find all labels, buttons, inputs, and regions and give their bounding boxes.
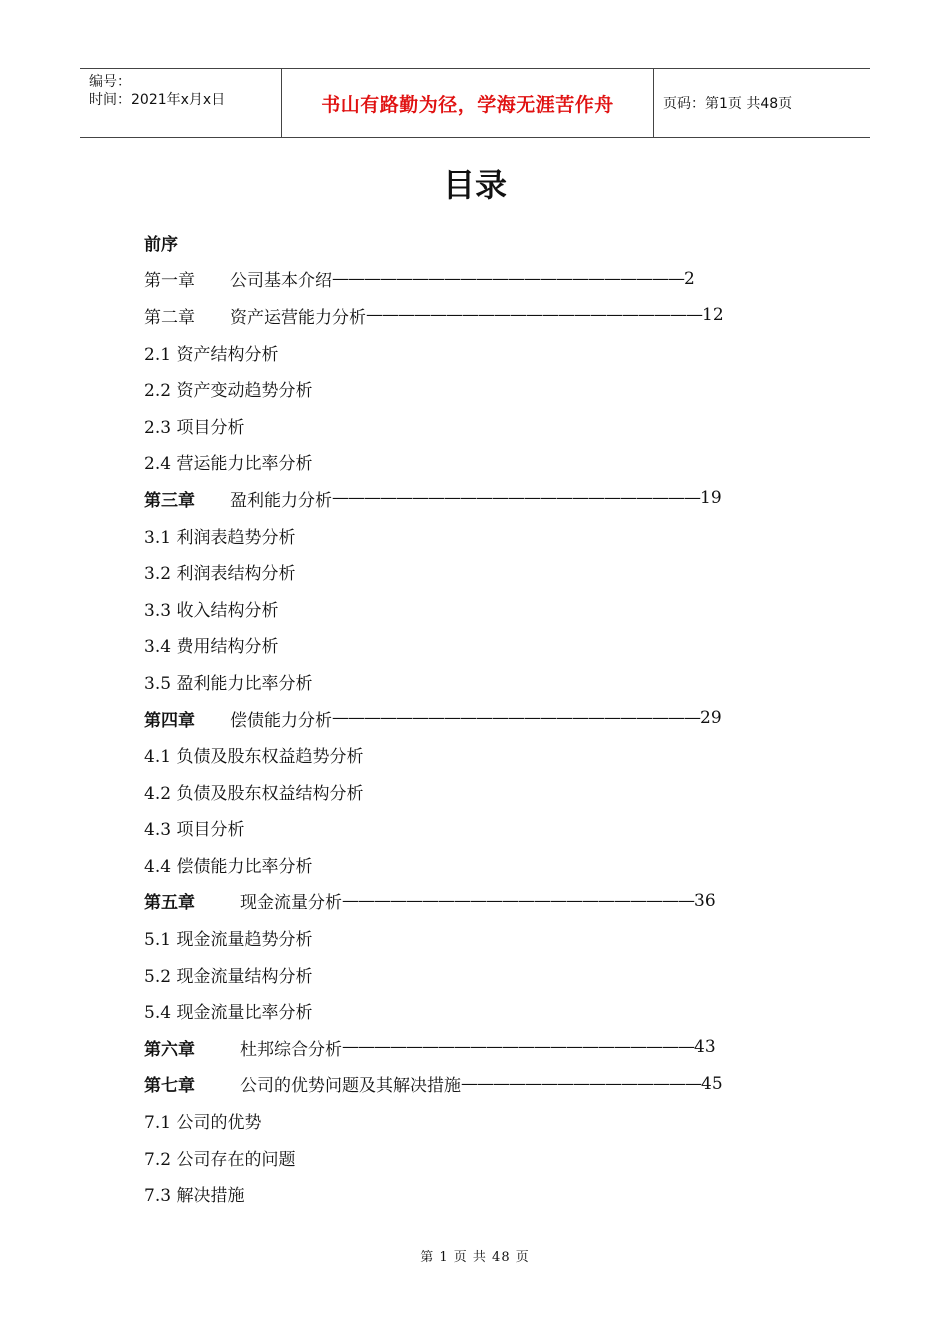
toc-section: 5.2 现金流量结构分析 [144,966,313,987]
toc-page-number: 19 [700,488,722,509]
toc-chapter-number: 第五章 [144,893,195,914]
toc-chapter [144,1066,804,1103]
toc-page-number: 43 [694,1037,716,1058]
toc-leader-dashes: ——————————————————————— [332,488,700,509]
toc-chapter [144,480,804,517]
toc-section: 5.1 现金流量趋势分析 [144,930,313,951]
toc-section: 3.3 收入结构分析 [144,600,279,621]
toc-leader-dashes: ——————————————————————— [332,708,700,729]
toc-section: 2.2 资产变动趋势分析 [144,381,313,402]
toc-chapter-number: 第六章 [144,1039,195,1060]
toc-section: 7.1 公司的优势 [144,1113,262,1134]
toc-chapter-number: 第二章 [144,307,195,328]
toc-chapter-title: 偿债能力分析 [230,710,332,731]
toc-chapter [144,883,804,920]
toc-page-number: 36 [694,890,716,911]
toc-section: 2.1 资产结构分析 [144,344,279,365]
toc-chapter-title: 资产运营能力分析 [230,307,366,328]
toc-section: 3.4 费用结构分析 [144,637,279,658]
toc-section: 7.2 公司存在的问题 [144,1149,296,1170]
toc-section: 2.3 项目分析 [144,417,245,438]
toc-chapter [144,297,804,334]
toc-chapter-number: 第七章 [144,1076,195,1097]
toc-chapter-number: 第一章 [144,271,195,292]
toc-preface: 前序 [144,234,178,255]
toc-chapter [144,700,804,737]
toc-leader-dashes: ——————————————— [461,1073,701,1094]
toc-chapter-title: 公司基本介绍 [230,271,332,292]
toc-section: 5.4 现金流量比率分析 [144,1003,313,1024]
toc-section: 4.1 负债及股东权益趋势分析 [144,747,364,768]
page-header [80,68,870,138]
toc-page-number: 45 [701,1073,723,1094]
header-page-info: 页码：第1页 共48页 [663,96,793,112]
toc-leader-dashes: —————————————————————— [332,268,684,289]
toc-chapter [144,261,804,298]
toc-section: 2.4 营运能力比率分析 [144,454,313,475]
toc-leader-dashes: ————————————————————— [366,305,702,326]
toc-chapter-title: 公司的优势问题及其解决措施 [240,1076,461,1097]
toc-leader-dashes: —————————————————————— [342,1037,694,1058]
toc-section: 7.3 解决措施 [144,1186,245,1207]
page-footer: 第 1 页 共 48 页 [420,1250,530,1265]
document-number-label: 编号： [89,74,131,90]
table-of-contents [144,224,804,1212]
toc-section: 3.2 利润表结构分析 [144,564,296,585]
toc-chapter-title: 盈利能力分析 [230,490,332,511]
toc-section: 4.2 负债及股东权益结构分析 [144,783,364,804]
toc-chapter [144,1029,804,1066]
header-meta [80,69,281,137]
page-title: 目录 [442,166,507,204]
toc-page-number: 29 [700,708,722,729]
document-time-label: 时间：2021年x月x日 [89,92,226,108]
toc-page-number: 2 [684,268,695,289]
toc-section: 4.3 项目分析 [144,820,245,841]
toc-section: 4.4 偿债能力比率分析 [144,856,313,877]
toc-chapter-number: 第三章 [144,490,195,511]
toc-section: 3.1 利润表趋势分析 [144,527,296,548]
toc-page-number: 12 [702,305,724,326]
toc-chapter-title: 现金流量分析 [240,893,342,914]
header-motto: 书山有路勤为径，学海无涯苦作舟 [281,69,654,137]
toc-leader-dashes: —————————————————————— [342,890,694,911]
toc-section: 3.5 盈利能力比率分析 [144,673,313,694]
toc-chapter-number: 第四章 [144,710,195,731]
toc-chapter-title: 杜邦综合分析 [240,1039,342,1060]
